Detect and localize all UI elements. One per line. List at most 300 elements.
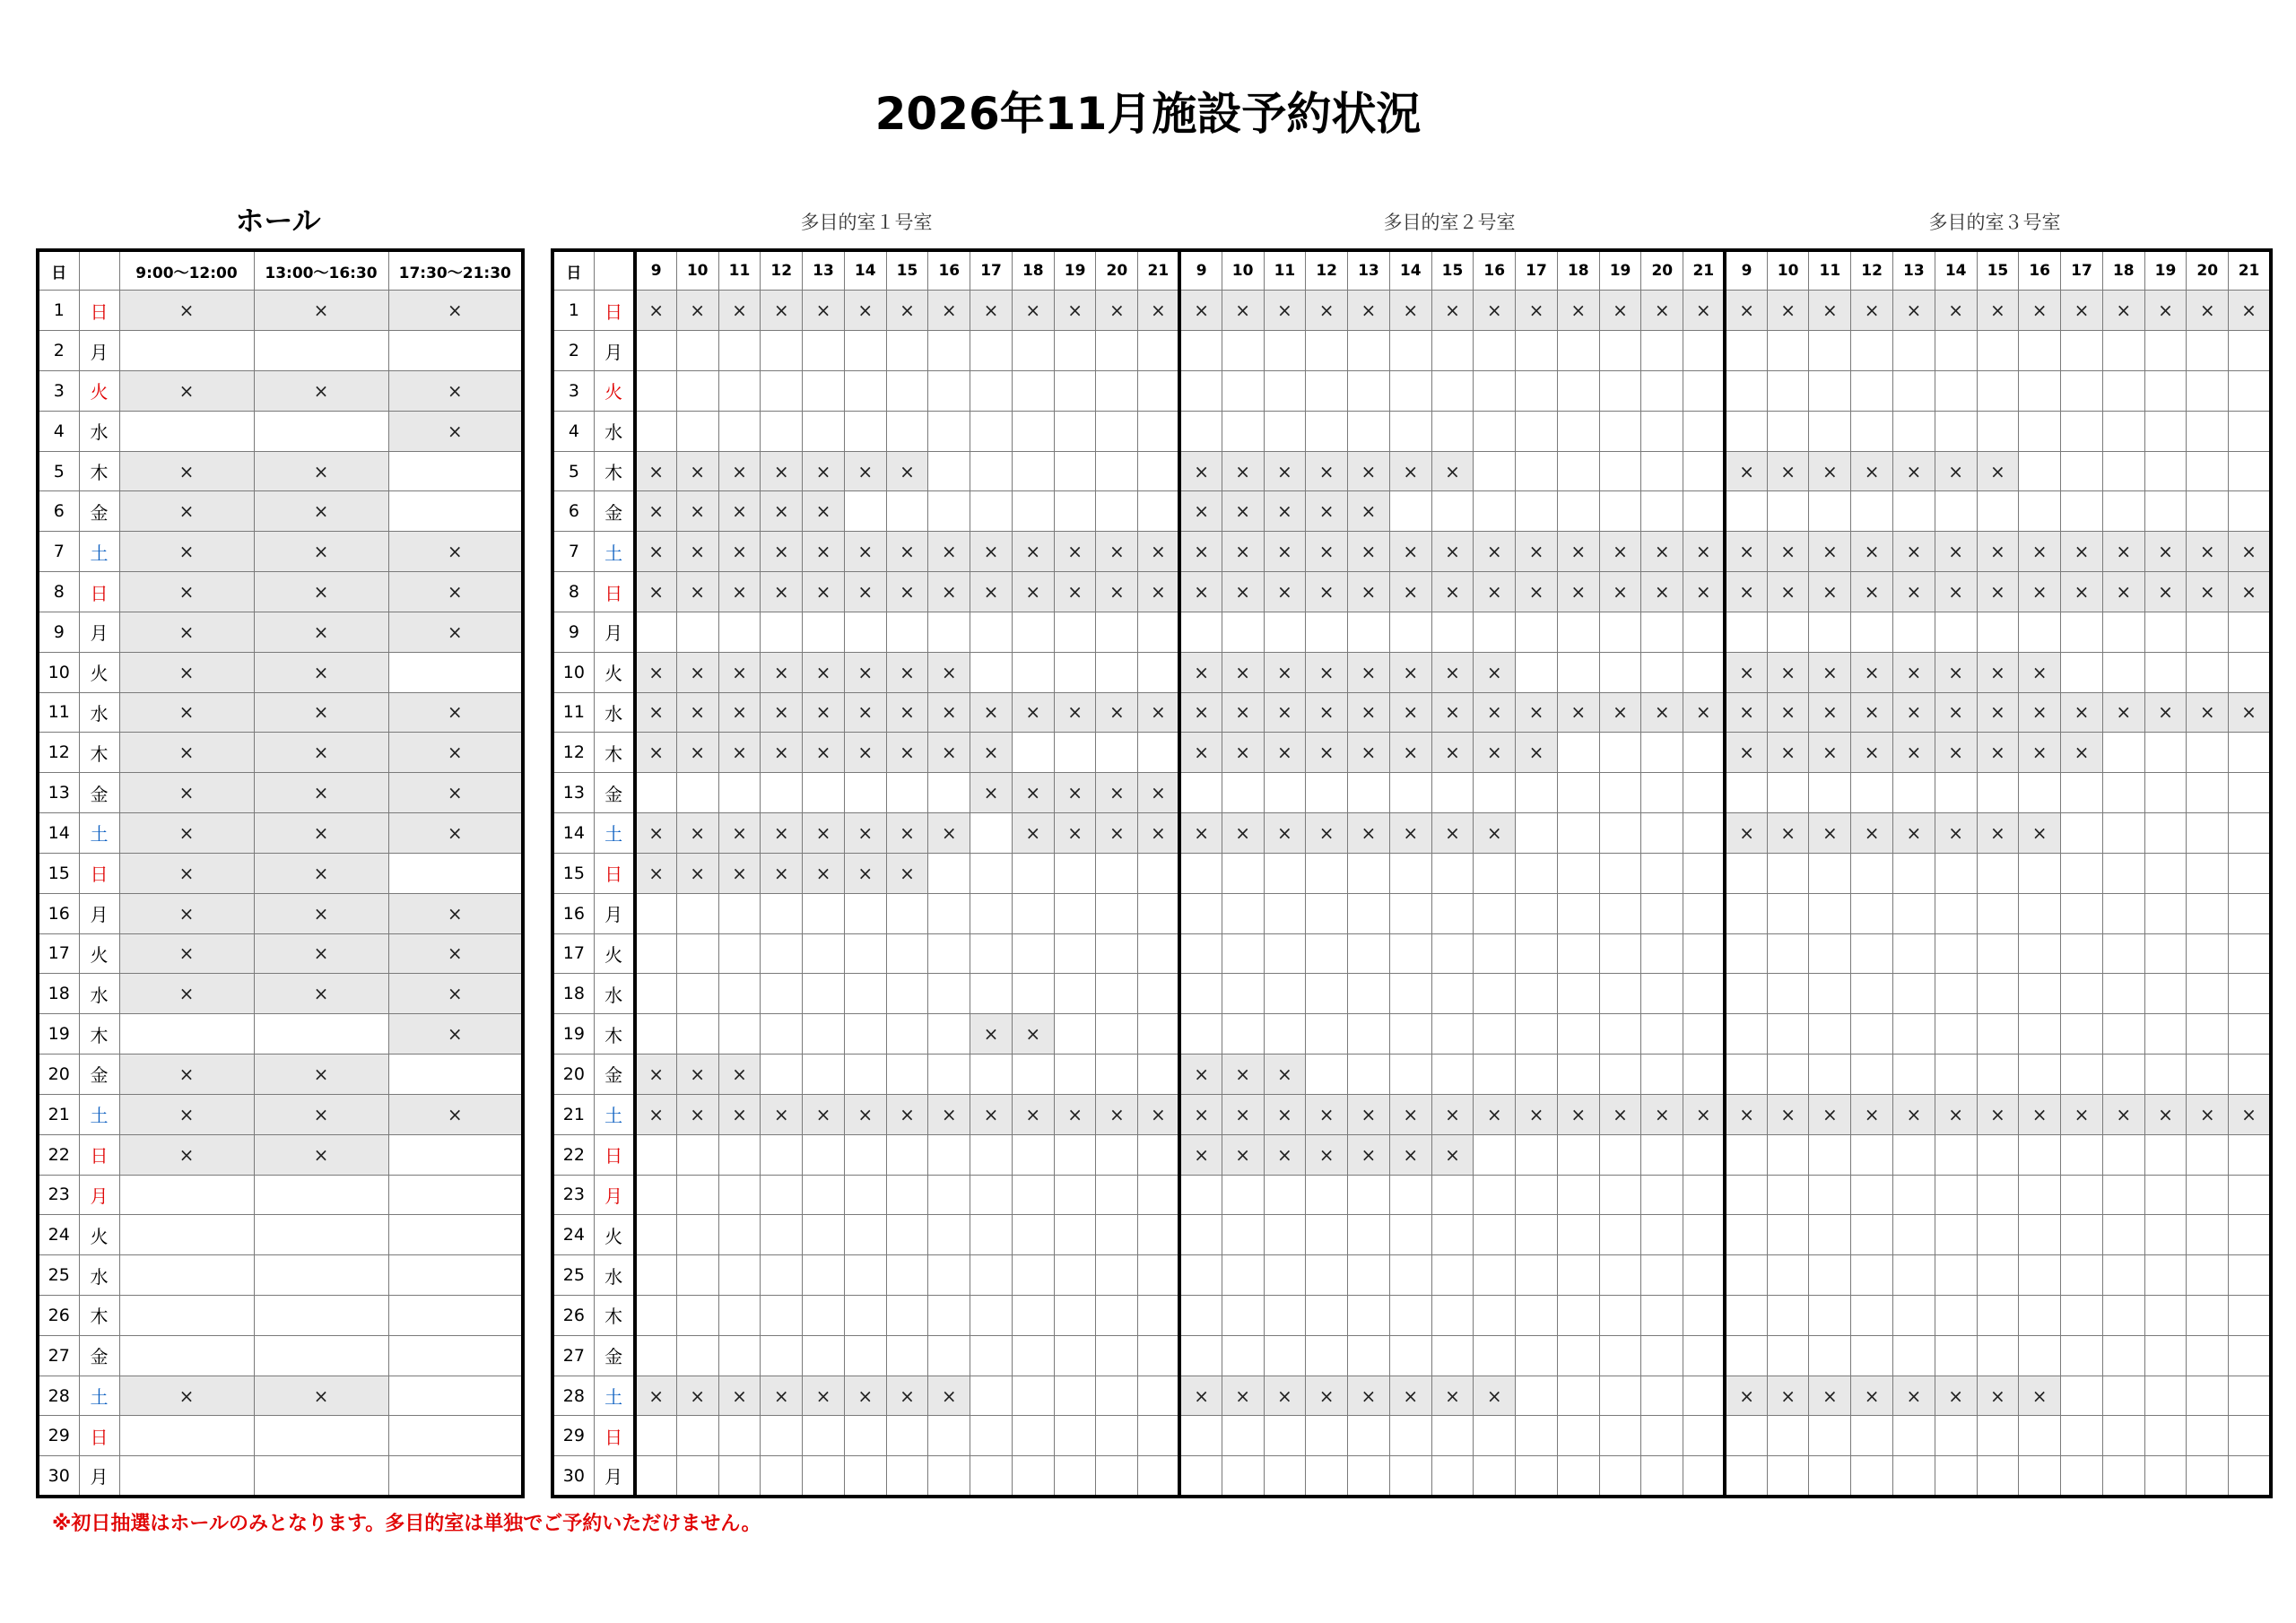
room-hour-open xyxy=(1977,612,2019,652)
room-hour-booked: × xyxy=(676,532,718,572)
room-hour-open xyxy=(928,1296,970,1336)
room-hour-booked: × xyxy=(1851,652,1893,692)
room-hour-open xyxy=(635,1335,677,1376)
room-hour-open xyxy=(803,1416,845,1456)
room-hour-open xyxy=(1179,1215,1222,1255)
room-hour-booked: × xyxy=(676,692,718,733)
room-hour-open xyxy=(1641,1055,1683,1095)
room-hour-booked: × xyxy=(1725,733,1767,773)
room-hour-open xyxy=(1767,1335,1809,1376)
room-hour-booked: × xyxy=(1306,451,1348,491)
room-hour-open xyxy=(844,370,886,411)
hall-slot-booked: × xyxy=(254,1376,388,1416)
room-hour-booked: × xyxy=(1306,1376,1348,1416)
room-hour-open xyxy=(2144,1416,2187,1456)
room-hour-open xyxy=(844,773,886,813)
room-hour-open xyxy=(1977,1055,2019,1095)
room-hour-open xyxy=(928,491,970,532)
room-hour-open xyxy=(1138,893,1180,933)
room-hour-open xyxy=(1474,1175,1516,1215)
room-hour-open xyxy=(1557,1134,1599,1175)
room-hour-booked: × xyxy=(1977,451,2019,491)
room-hour-booked: × xyxy=(1641,291,1683,331)
room-hour-booked: × xyxy=(2229,692,2271,733)
room-hour-booked: × xyxy=(1389,692,1431,733)
room-hour-open xyxy=(2102,1296,2144,1336)
room-hour-booked: × xyxy=(2187,572,2229,612)
room-hour-open xyxy=(1474,933,1516,974)
room-hour-open xyxy=(2229,813,2271,854)
room-hour-booked: × xyxy=(1809,1094,1851,1134)
room-hour-open xyxy=(1054,1175,1096,1215)
room-hour-booked: × xyxy=(761,532,803,572)
hall-slot-open xyxy=(388,1376,523,1416)
room-hour-open xyxy=(2061,773,2103,813)
room-hour-open xyxy=(2144,1456,2187,1497)
room-hour-booked: × xyxy=(1264,532,1306,572)
room-hour-booked: × xyxy=(1431,291,1474,331)
hall-day-row xyxy=(38,974,523,1014)
room-hour-open xyxy=(1264,893,1306,933)
room-hour-open xyxy=(1054,491,1096,532)
room-hour-open xyxy=(2187,893,2229,933)
room-hour-open xyxy=(1893,1335,1935,1376)
room-hour-open xyxy=(1348,411,1390,451)
day-number: 4 xyxy=(38,411,79,451)
room-hour-booked: × xyxy=(1851,1376,1893,1416)
room-hour-open xyxy=(844,893,886,933)
room-hour-open xyxy=(2229,411,2271,451)
room-hour-open xyxy=(2144,893,2187,933)
room-hour-booked: × xyxy=(1264,1055,1306,1095)
room-hour-booked: × xyxy=(1935,291,1977,331)
hall-day-row xyxy=(38,411,523,451)
hall-slot-booked: × xyxy=(254,491,388,532)
room-hour-open xyxy=(1012,974,1054,1014)
room-hour-open xyxy=(1431,974,1474,1014)
room-hour-booked: × xyxy=(761,1376,803,1416)
room-hour-open xyxy=(1516,853,1558,893)
room-hour-open xyxy=(1179,411,1222,451)
weekday-label: 水 xyxy=(79,974,119,1014)
room-hour-open xyxy=(1599,974,1641,1014)
room-hour-booked: × xyxy=(1348,1094,1390,1134)
room-hour-open xyxy=(803,331,845,371)
room-hour-open xyxy=(2019,411,2061,451)
room-hour-booked: × xyxy=(718,532,761,572)
room-hour-booked: × xyxy=(1222,733,1264,773)
hall-day-row xyxy=(38,1055,523,1095)
hall-slot-open xyxy=(388,1175,523,1215)
room-hour-booked: × xyxy=(1012,291,1054,331)
weekday-label: 金 xyxy=(79,1335,119,1376)
weekday-label: 火 xyxy=(79,370,119,411)
room-hour-open xyxy=(1474,370,1516,411)
room-hour-open xyxy=(1809,1255,1851,1296)
weekday-label: 火 xyxy=(594,652,634,692)
room-hour-open xyxy=(1138,1335,1180,1376)
room-hour-booked: × xyxy=(1348,572,1390,612)
room-hour-open xyxy=(2102,612,2144,652)
weekday-label: 土 xyxy=(79,1094,119,1134)
room-hour-open xyxy=(1599,1175,1641,1215)
room-hour-open xyxy=(1306,1296,1348,1336)
room-hour-open xyxy=(1474,331,1516,371)
room-hour-open xyxy=(635,1134,677,1175)
room-hour-open xyxy=(1431,612,1474,652)
room-hour-open xyxy=(1977,1014,2019,1055)
room-day-row xyxy=(552,612,2271,652)
day-number: 15 xyxy=(38,853,79,893)
day-number: 13 xyxy=(552,773,594,813)
hall-slot-booked: × xyxy=(119,1376,254,1416)
room-hour-booked: × xyxy=(635,291,677,331)
room-day-row xyxy=(552,1456,2271,1497)
hall-slot-booked: × xyxy=(119,893,254,933)
room-hour-open xyxy=(1516,893,1558,933)
room-hour-open xyxy=(928,974,970,1014)
room-hour-booked: × xyxy=(1935,451,1977,491)
room-hour-open xyxy=(928,773,970,813)
room-hour-booked: × xyxy=(1767,813,1809,854)
room-hour-booked: × xyxy=(1599,291,1641,331)
room-hour-open xyxy=(1474,491,1516,532)
room-hour-open xyxy=(676,1416,718,1456)
room-hour-open xyxy=(2019,1335,2061,1376)
hour-header: 16 xyxy=(2019,250,2061,291)
room-hour-open xyxy=(1516,1296,1558,1336)
day-number: 29 xyxy=(38,1416,79,1456)
room-hour-open xyxy=(1683,491,1726,532)
room-hour-open xyxy=(970,1134,1013,1175)
room-hour-open xyxy=(1431,331,1474,371)
room-hour-open xyxy=(970,370,1013,411)
room-hour-open xyxy=(1389,1014,1431,1055)
room-hour-open xyxy=(928,933,970,974)
hall-slot-booked: × xyxy=(388,974,523,1014)
room-hour-open xyxy=(718,331,761,371)
room-hour-open xyxy=(1767,491,1809,532)
room-hour-open xyxy=(1641,853,1683,893)
room-hour-open xyxy=(1683,933,1726,974)
room-hour-open xyxy=(886,1255,928,1296)
hall-day-row xyxy=(38,1416,523,1456)
room-hour-booked: × xyxy=(1431,733,1474,773)
hour-header: 21 xyxy=(1683,250,1726,291)
room-hour-booked: × xyxy=(1054,572,1096,612)
room-hour-booked: × xyxy=(1474,1094,1516,1134)
room-hour-open xyxy=(1809,773,1851,813)
hour-header: 16 xyxy=(1474,250,1516,291)
room-hour-booked: × xyxy=(1389,1376,1431,1416)
room-hour-open xyxy=(1599,491,1641,532)
room-hour-booked: × xyxy=(2144,572,2187,612)
room-hour-open xyxy=(1935,853,1977,893)
hall-slot-booked: × xyxy=(254,652,388,692)
day-number: 1 xyxy=(38,291,79,331)
room-hour-booked: × xyxy=(1977,572,2019,612)
room-hour-open xyxy=(2019,1296,2061,1336)
room-hour-open xyxy=(1096,1134,1138,1175)
hall-slot-booked: × xyxy=(119,1094,254,1134)
room-hour-booked: × xyxy=(635,692,677,733)
room-hour-open xyxy=(1977,370,2019,411)
room-hour-open xyxy=(1767,933,1809,974)
room-hour-booked: × xyxy=(1264,813,1306,854)
room-hour-open xyxy=(1012,491,1054,532)
room-hour-open xyxy=(2019,1055,2061,1095)
room-hour-booked: × xyxy=(1474,572,1516,612)
room-hour-open xyxy=(1767,370,1809,411)
hall-slot-booked: × xyxy=(388,370,523,411)
weekday-label: 水 xyxy=(79,411,119,451)
room-hour-open xyxy=(2102,933,2144,974)
room-hour-open xyxy=(1767,893,1809,933)
room-hour-open xyxy=(1683,1055,1726,1095)
room-hour-open xyxy=(1222,331,1264,371)
day-number: 8 xyxy=(38,572,79,612)
room-hour-booked: × xyxy=(1306,572,1348,612)
room-hour-open xyxy=(803,370,845,411)
hall-slot-booked: × xyxy=(119,773,254,813)
room-hour-open xyxy=(1054,612,1096,652)
room-hour-booked: × xyxy=(2187,291,2229,331)
room-hour-open xyxy=(718,933,761,974)
room-hour-open xyxy=(718,1134,761,1175)
hall-slot-booked: × xyxy=(254,572,388,612)
room-hour-open xyxy=(886,893,928,933)
day-number: 12 xyxy=(552,733,594,773)
room-hour-open xyxy=(1389,893,1431,933)
weekday-label: 水 xyxy=(594,1255,634,1296)
room-hour-open xyxy=(2102,411,2144,451)
room-hour-booked: × xyxy=(1893,532,1935,572)
hall-slot-open xyxy=(388,1456,523,1497)
room-hour-open xyxy=(761,773,803,813)
room-hour-open xyxy=(1809,1456,1851,1497)
hall-slot-open xyxy=(254,1175,388,1215)
room-hour-open xyxy=(970,1416,1013,1456)
room-hour-booked: × xyxy=(1348,532,1390,572)
room-hour-open xyxy=(1096,1296,1138,1336)
room-hour-booked: × xyxy=(970,773,1013,813)
room-hour-open xyxy=(1641,1335,1683,1376)
room-hour-open xyxy=(1096,733,1138,773)
day-number: 18 xyxy=(552,974,594,1014)
hall-slot-booked: × xyxy=(388,532,523,572)
weekday-label: 月 xyxy=(594,612,634,652)
room-day-row xyxy=(552,773,2271,813)
room-hour-booked: × xyxy=(1516,1094,1558,1134)
hour-header: 10 xyxy=(1767,250,1809,291)
room-hour-open xyxy=(635,1416,677,1456)
room-hour-open xyxy=(1474,974,1516,1014)
room-hour-open xyxy=(1179,1175,1222,1215)
room-hour-open xyxy=(718,612,761,652)
weekday-label: 火 xyxy=(594,370,634,411)
room-hour-booked: × xyxy=(2061,1094,2103,1134)
room-hour-open xyxy=(1599,612,1641,652)
room-hour-open xyxy=(2229,652,2271,692)
day-number: 20 xyxy=(38,1055,79,1095)
room-hour-open xyxy=(1683,1255,1726,1296)
room-hour-open xyxy=(2061,813,2103,854)
room-hour-booked: × xyxy=(676,813,718,854)
room-hour-open xyxy=(1306,370,1348,411)
hall-slot-booked: × xyxy=(254,773,388,813)
room-1-title: 多目的室１号室 xyxy=(800,212,933,233)
room-hour-open xyxy=(2019,853,2061,893)
room-hour-open xyxy=(2144,1134,2187,1175)
room-hour-open xyxy=(1641,1215,1683,1255)
room-hour-booked: × xyxy=(635,491,677,532)
room-hour-open xyxy=(2229,853,2271,893)
room-hour-booked: × xyxy=(2102,1094,2144,1134)
room-hour-open xyxy=(1179,933,1222,974)
room-hour-open xyxy=(1599,1014,1641,1055)
room-hour-booked: × xyxy=(1264,572,1306,612)
room-hour-booked: × xyxy=(844,291,886,331)
room-hour-booked: × xyxy=(718,291,761,331)
room-hour-booked: × xyxy=(1264,1094,1306,1134)
room-hour-open xyxy=(2144,652,2187,692)
room-hour-open xyxy=(2019,331,2061,371)
weekday-label: 日 xyxy=(594,291,634,331)
room-day-row xyxy=(552,572,2271,612)
room-hour-open xyxy=(1096,893,1138,933)
room-hour-booked: × xyxy=(1809,291,1851,331)
room-hour-open xyxy=(2144,411,2187,451)
room-hour-booked: × xyxy=(1725,532,1767,572)
weekday-label: 金 xyxy=(79,1055,119,1095)
room-hour-open xyxy=(1977,1175,2019,1215)
room-hour-open xyxy=(1431,1296,1474,1336)
room-hour-booked: × xyxy=(1222,1094,1264,1134)
room-hour-booked: × xyxy=(1389,1094,1431,1134)
room-hour-open xyxy=(1683,813,1726,854)
room-hour-open xyxy=(2187,1055,2229,1095)
room-hour-open xyxy=(2144,974,2187,1014)
room-hour-open xyxy=(928,331,970,371)
hall-slot-open xyxy=(388,853,523,893)
room-hour-booked: × xyxy=(970,291,1013,331)
room-hour-booked: × xyxy=(1179,451,1222,491)
room-hour-booked: × xyxy=(1222,451,1264,491)
room-hour-open xyxy=(2229,1175,2271,1215)
room-hour-open xyxy=(1222,370,1264,411)
room-hour-booked: × xyxy=(1599,572,1641,612)
room-hour-open xyxy=(761,331,803,371)
room-hour-open xyxy=(635,974,677,1014)
room-hour-booked: × xyxy=(803,813,845,854)
room-hour-open xyxy=(2019,1014,2061,1055)
room-hour-open xyxy=(1809,1175,1851,1215)
room-hour-booked: × xyxy=(676,1055,718,1095)
room-hour-booked: × xyxy=(1264,1376,1306,1416)
room-hour-open xyxy=(844,411,886,451)
room-hour-booked: × xyxy=(1809,572,1851,612)
weekday-label: 木 xyxy=(594,1296,634,1336)
room-hour-open xyxy=(1474,773,1516,813)
room-hour-booked: × xyxy=(886,652,928,692)
room-hour-open xyxy=(1096,1335,1138,1376)
room-hour-open xyxy=(2102,893,2144,933)
room-hour-open xyxy=(2102,491,2144,532)
room-hour-booked: × xyxy=(1348,491,1390,532)
room-hour-open xyxy=(1893,1055,1935,1095)
room-hour-open xyxy=(1683,1215,1726,1255)
room-hour-open xyxy=(886,773,928,813)
room-hour-booked: × xyxy=(1096,773,1138,813)
room-hour-open xyxy=(803,1134,845,1175)
room-hour-open xyxy=(2144,733,2187,773)
room-hour-open xyxy=(1012,1055,1054,1095)
room-hour-booked: × xyxy=(1935,733,1977,773)
room-hour-open xyxy=(761,1134,803,1175)
room-hour-open xyxy=(1264,1215,1306,1255)
room-hour-booked: × xyxy=(1012,692,1054,733)
room-hour-open xyxy=(1222,1255,1264,1296)
room-day-row xyxy=(552,291,2271,331)
room-hour-booked: × xyxy=(718,451,761,491)
room-hour-booked: × xyxy=(1683,532,1726,572)
room-hour-booked: × xyxy=(761,491,803,532)
room-hour-booked: × xyxy=(1306,1094,1348,1134)
hall-slot-open xyxy=(254,1296,388,1336)
room-hour-open xyxy=(1809,1416,1851,1456)
room-hour-booked: × xyxy=(1725,813,1767,854)
room-day-row xyxy=(552,1134,2271,1175)
room-hour-open xyxy=(2061,974,2103,1014)
room-hour-booked: × xyxy=(1516,572,1558,612)
room-hour-booked: × xyxy=(1767,451,1809,491)
room-hour-open xyxy=(1179,1335,1222,1376)
room-hour-open xyxy=(1935,331,1977,371)
room-hour-open xyxy=(2187,853,2229,893)
room-hour-open xyxy=(2102,652,2144,692)
room-hour-open xyxy=(1557,411,1599,451)
room-hour-booked: × xyxy=(1222,692,1264,733)
room-hour-open xyxy=(2019,1215,2061,1255)
day-number: 29 xyxy=(552,1416,594,1456)
room-hour-open xyxy=(1893,1175,1935,1215)
room-hour-open xyxy=(1222,612,1264,652)
room-hour-open xyxy=(2061,491,2103,532)
room-hour-booked: × xyxy=(2229,291,2271,331)
room-hour-booked: × xyxy=(761,291,803,331)
room-hour-open xyxy=(635,933,677,974)
day-number: 9 xyxy=(38,612,79,652)
weekday-label: 木 xyxy=(594,1014,634,1055)
weekday-label: 月 xyxy=(79,893,119,933)
hall-slot-booked: × xyxy=(254,1134,388,1175)
day-number: 24 xyxy=(38,1215,79,1255)
room-hour-open xyxy=(1222,933,1264,974)
room-hour-open xyxy=(635,1296,677,1336)
room-hour-open xyxy=(1851,1055,1893,1095)
day-number: 25 xyxy=(38,1255,79,1296)
room-hour-open xyxy=(1096,411,1138,451)
hall-slot-booked: × xyxy=(119,652,254,692)
room-hour-booked: × xyxy=(1306,733,1348,773)
room-hour-open xyxy=(844,1014,886,1055)
room-day-row xyxy=(552,491,2271,532)
room-hour-booked: × xyxy=(1431,692,1474,733)
room-hour-open xyxy=(2102,1014,2144,1055)
room-hour-open xyxy=(1138,1055,1180,1095)
room-hour-booked: × xyxy=(2187,1094,2229,1134)
room-hour-open xyxy=(886,974,928,1014)
